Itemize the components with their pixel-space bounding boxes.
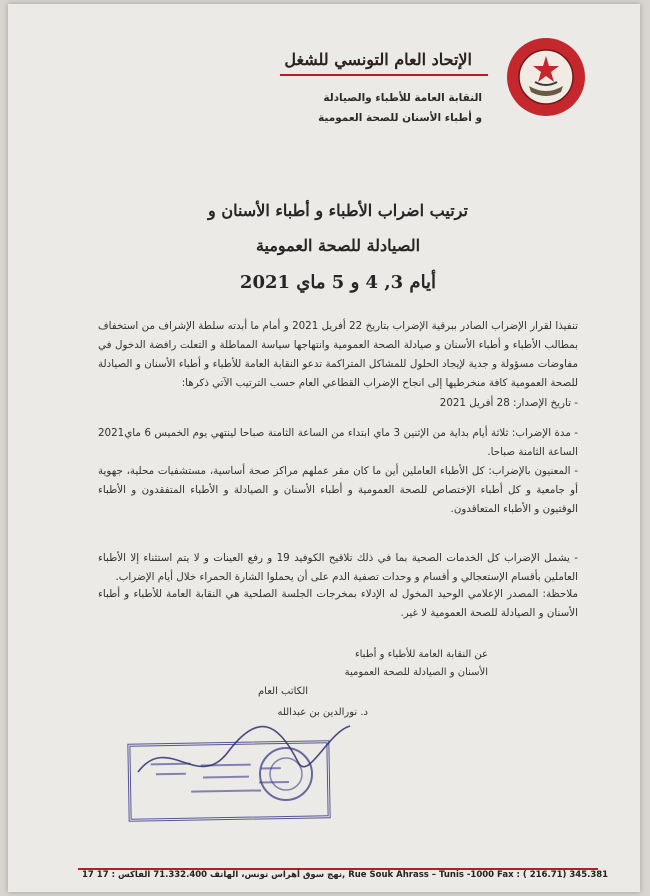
issue-date: - تاريخ الإصدار: 28 أفريل 2021 [439,397,578,409]
strike-concerned: - المعنيون بالإضراب: كل الأطباء العاملين أين ما كان مقر عملهم مراكز صحة أساسية، مستشفيات محلية، جهوية أو جامعية و كل أطباء الإختصاص للصحة العمومية و أطباء الأسنان و الصيادلة و الأطباء المتفقدون و الأطباء الوقتيون و الأطباء المتعاقدون. [98,465,578,515]
subtitle-line-1: النقابة العامة للأطباء والصيادلة [323,92,482,104]
signature-title: الكاتب العام [257,686,309,697]
note-paragraph: ملاحظة: المصدر الإعلامي الوحيد المخول له الإدلاء بمخرجات الجلسة الصلحية هي النقابة العامة للأطباء و أطباء الأسنان و الصيادلة للصحة العمومية لا غير. [98,588,578,619]
strike-coverage: - يشمل الإضراب كل الخدمات الصحية بما في ذلك تلاقيح الكوفيد 19 و رفع العينات و لا يتم استثناء إلا الأطباء العاملين بأقسام الإستعجالي و أقسام و وحدات تصفية الدم على أن يحملوا الشارة الحمراء خلال أيام الإضراب. [98,552,578,583]
strike-duration: - مدة الإضراب: ثلاثة أيام بداية من الإثنين 3 ماي ابتداء من الساعة الثامنة صباحا لينتهي يوم الخميس 6 ماي2021 الساعة الثامنة صباحا. [98,427,578,458]
document-page [8,4,640,892]
document-title-line-2: الصيادلة للصحة العمومية [255,236,421,255]
intro-paragraph: تنفيذا لقرار الإضراب الصادر ببرقية الإضراب بتاريخ 22 أفريل 2021 و أمام ما أبدته سلطة الإشراف من استخفاف بمطالب الأطباء و أطباء الأسنان و صيادلة الصحة العمومية وانتهاجها سياسة المماطلة و التعلت رافضة الدخول في مفاوضات مسؤولة و جدية لإيجاد الحلول للمشاكل المتراكمة تدعو النقابة العامة للأطباء و أطباء الأسنان و الصيادلة للصحة العمومية كافة منخرطيها إلى انجاح الإضراب القطاعي العام حسب الترتيب الآتي ذكرها: [98,320,578,389]
signatory-name: د. نورالدين بن عبدالله [277,707,368,718]
subtitle-line-2: و أطباء الأسنان للصحة العمومية [318,112,482,124]
document-title-line-1: ترتيب اضراب الأطباء و أطباء الأسنان و [208,201,468,220]
signature-scribble-icon [128,712,358,812]
signature-line-2: الأسنان و الصيادلة للصحة العمومية [344,667,488,678]
document-title-dates: أيام 3, 4 و 5 ماي 2021 [239,272,437,293]
union-subtitle [152,88,482,128]
ugtt-logo-icon [505,36,587,118]
footer-address: 17 نهج سوق أهراس تونس، الهاتف 71.332.400 الفاكس : 17, Rue Souk Ahrass – Tunis -1000 Fax : ( 216.71) 345.381 [82,870,609,880]
signature-line-1: عن النقابة العامة للأطباء و أطباء [354,649,488,660]
header-underline [280,74,488,76]
union-name: الإتحاد العام التونسي للشغل [284,50,472,69]
